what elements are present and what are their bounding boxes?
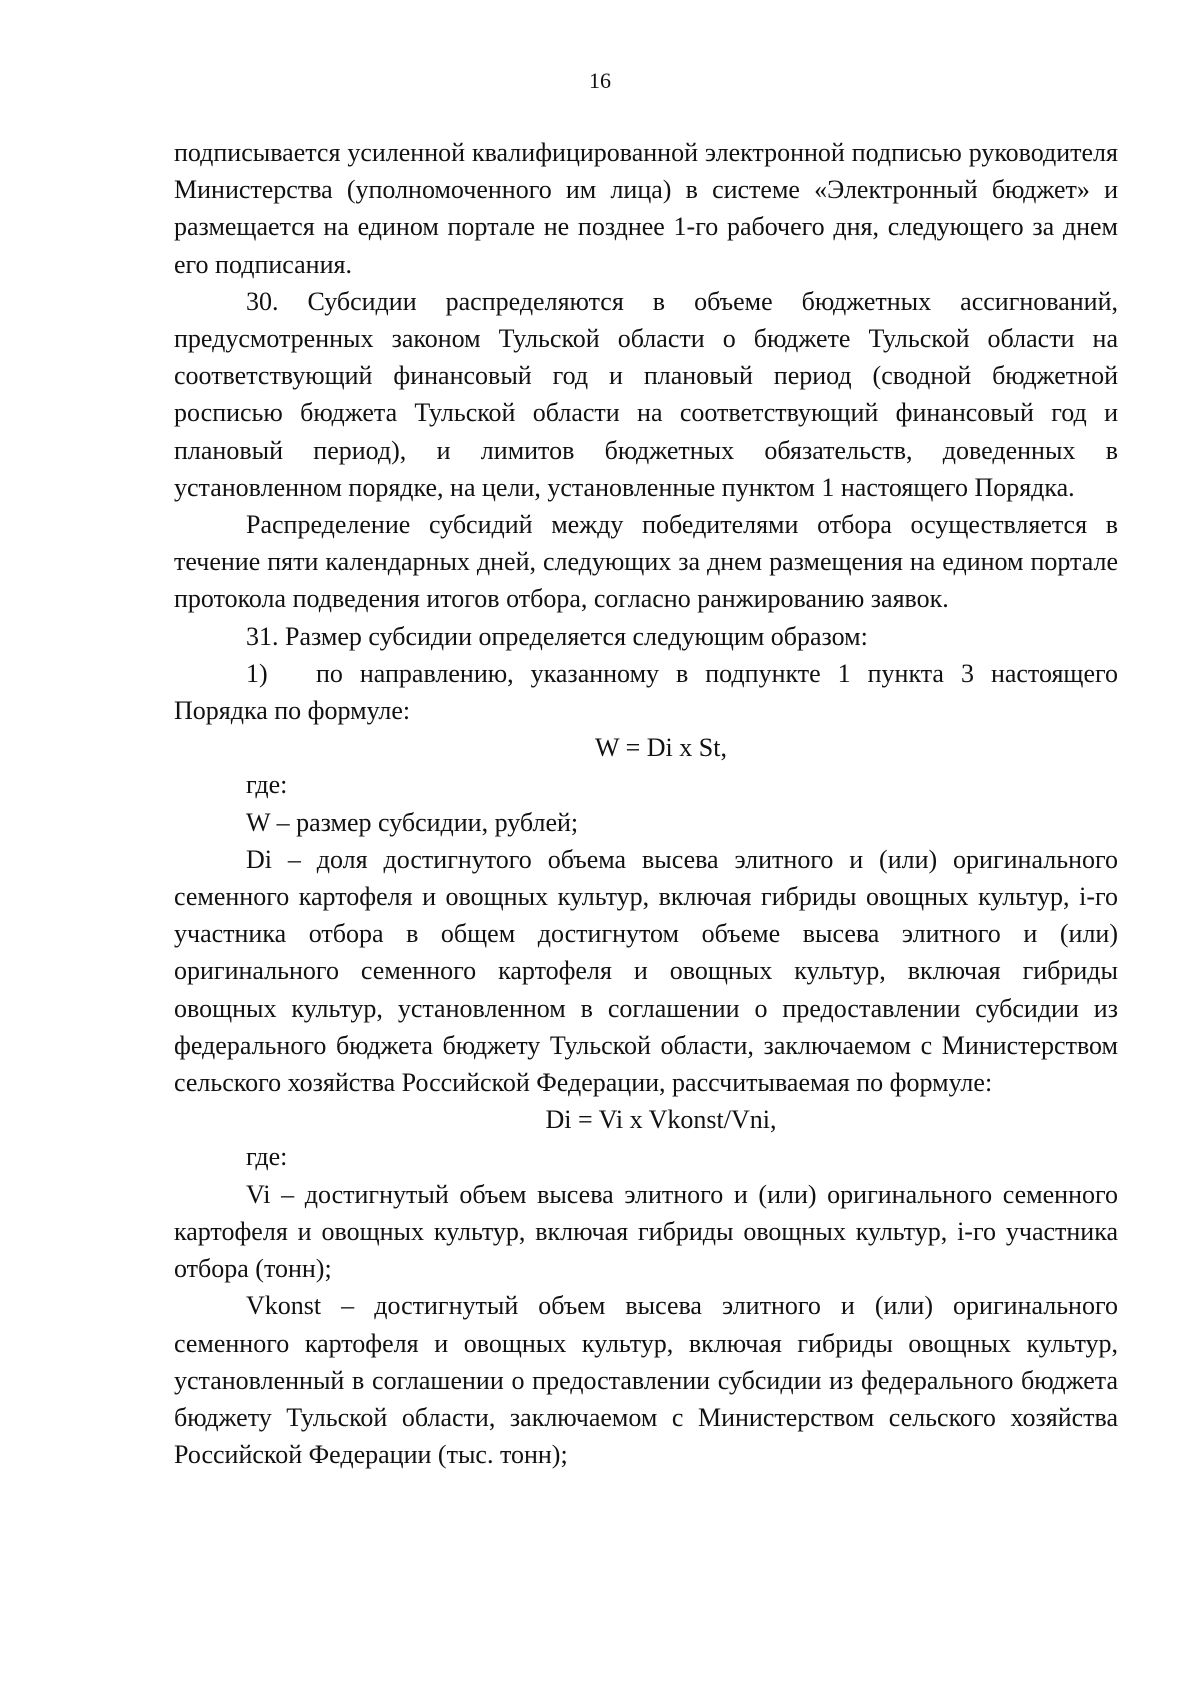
paragraph-subitem-1	[174, 655, 1118, 729]
paragraph-distribution: Распределение субсидий между победителями отбора осуществляется в течение пяти календарных дней, следующих за днем размещения на едином портале протокола подведения итогов отбора, согласно ранжированию заявок.	[174, 510, 1118, 614]
definition-di: Di – доля достигнутого объема высева элитного и (или) оригинального семенного картофеля и овощных культур, включая гибриды овощных культур, i-го участника отбора в общем достигнутом объеме высева элитного и (или) оригинального семенного картофеля и овощных культур, включая гибриды овощных культур, установленном в соглашении о предоставлении субсидии из федерального бюджета бюджету Тульской области, заключаемом с Министерством сельского хозяйства Российской Федерации, рассчитываемая по формуле:	[174, 844, 1118, 1098]
paragraph-item-30: 30. Субсидии распределяются в объеме бюджетных ассигнований, предусмотренных законом Тульской области о бюджете Тульской области на соответствующий финансовый год и плановый период (сводной бюджетной росписью бюджета Тульской области на соответствующий финансовый год и плановый период), и лимитов бюджетных обязательств, доведенных в установленном порядке, на цели, установленные пунктом 1 настоящего Порядка.	[174, 286, 1118, 502]
paragraph-continuation: подписывается усиленной квалифицированной электронной подписью руководителя Министерства (уполномоченного им лица) в системе «Электронный бюджет» и размещается на едином портале не позднее 1-го рабочего дня, следующего за днем его подписания.	[174, 138, 1118, 279]
subitem-text: по направлению, указанному в подпункте 1 пункта 3 настоящего Порядка по формуле:	[174, 658, 1118, 726]
page-number: 16	[589, 68, 611, 93]
definition-w: W – размер субсидии, рублей;	[246, 807, 579, 837]
where-label-1: где:	[246, 770, 288, 800]
definition-vkonst: Vkonst – достигнутый объем высева элитного и (или) оригинального семенного картофеля и овощных культур, включая гибриды овощных культур, установленный в соглашении о предоставлении субсидии из федерального бюджета бюджету Тульской области, заключаемом с Министерством сельского хозяйства Российской Федерации (тыс. тонн);	[174, 1291, 1118, 1470]
formula-w: W = Di x St,	[595, 733, 727, 763]
formula-di: Di = Vi x Vkonst/Vni,	[545, 1105, 777, 1135]
document-body	[174, 134, 1118, 1473]
where-label-2: где:	[246, 1142, 288, 1172]
subitem-number: 1)	[246, 658, 268, 688]
definition-vi: Vi – достигнутый объем высева элитного и (или) оригинального семенного картофеля и овощных культур, включая гибриды овощных культур, i-го участника отбора (тонн);	[174, 1179, 1118, 1284]
paragraph-item-31: 31. Размер субсидии определяется следующим образом:	[246, 621, 868, 651]
